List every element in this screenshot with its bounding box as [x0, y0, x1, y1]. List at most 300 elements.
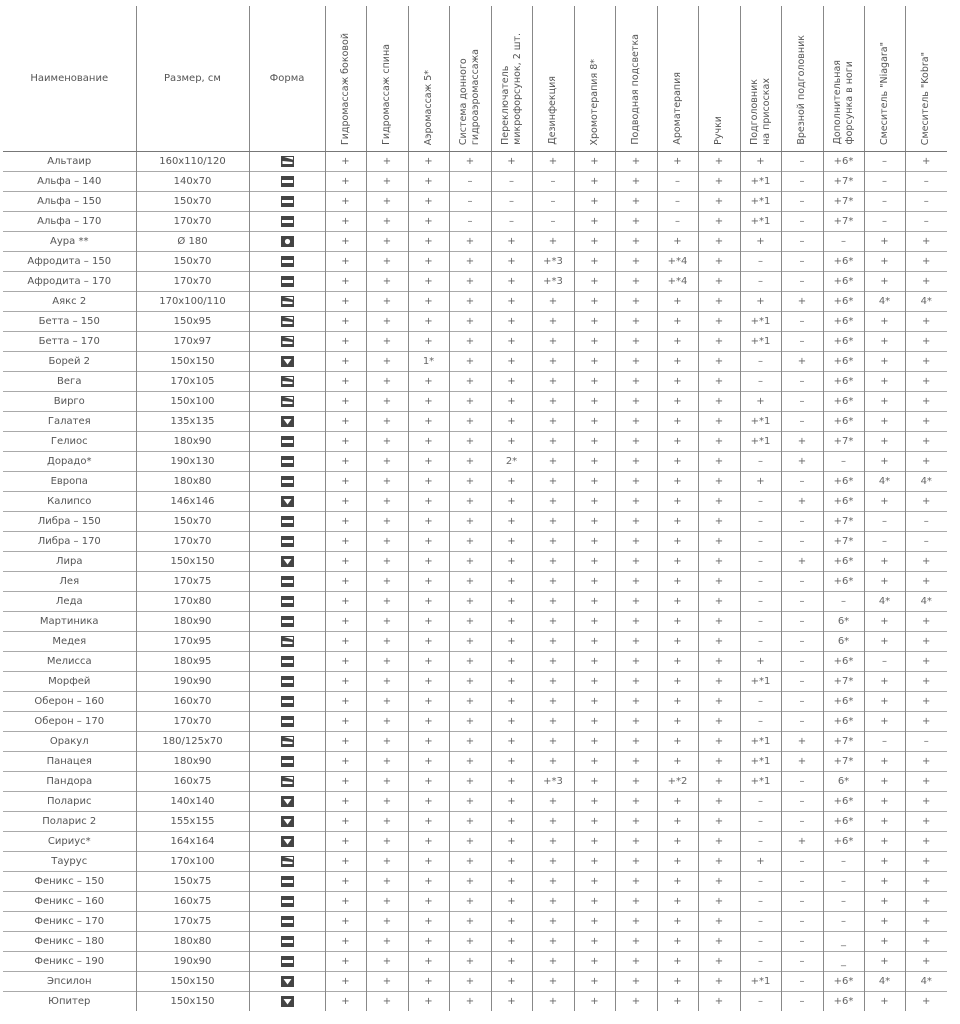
feature-value: +	[366, 352, 408, 372]
model-shape	[249, 672, 325, 692]
feature-value: –	[740, 712, 781, 732]
feature-value: +	[408, 452, 449, 472]
feature-value: +	[449, 992, 491, 1012]
model-shape	[249, 412, 325, 432]
model-name: Афродита – 150	[3, 252, 136, 272]
table-row	[3, 432, 947, 452]
feature-value: +	[574, 512, 615, 532]
feature-value: +	[366, 192, 408, 212]
feature-value: +	[905, 932, 947, 952]
feature-value: +	[698, 772, 740, 792]
model-size: 190x90	[136, 952, 249, 972]
header-name-label: Наименование	[30, 73, 109, 84]
table-row	[3, 652, 947, 672]
feature-value: +	[325, 392, 366, 412]
feature-value: –	[823, 592, 864, 612]
feature-value: +	[325, 692, 366, 712]
feature-value: +	[408, 492, 449, 512]
feature-value: +	[657, 352, 698, 372]
feature-value: +	[325, 192, 366, 212]
feature-value: +	[449, 392, 491, 412]
header-shape-label: Форма	[269, 73, 305, 84]
feature-value: +	[491, 872, 532, 892]
feature-value: –	[449, 172, 491, 192]
feature-value: +	[532, 632, 574, 652]
feature-value: +	[574, 472, 615, 492]
model-name: Галатея	[3, 412, 136, 432]
feature-value: +	[449, 972, 491, 992]
model-size: 180x90	[136, 612, 249, 632]
model-size: 170x75	[136, 912, 249, 932]
feature-value: +	[574, 752, 615, 772]
feature-value: +	[574, 712, 615, 732]
feature-value: +	[366, 572, 408, 592]
header-shape	[249, 6, 325, 152]
feature-value: +	[657, 572, 698, 592]
model-shape	[249, 192, 325, 212]
feature-value: +	[449, 612, 491, 632]
feature-value: –	[781, 532, 823, 552]
feature-value: –	[823, 232, 864, 252]
feature-value: +	[491, 832, 532, 852]
feature-value: +	[574, 372, 615, 392]
feature-value: +	[905, 492, 947, 512]
feature-value: +	[905, 992, 947, 1012]
header-feature-label: Подводная подсветка	[630, 34, 641, 145]
feature-value: –	[740, 812, 781, 832]
feature-value: +	[449, 752, 491, 772]
table-row	[3, 192, 947, 212]
header-feature-8	[657, 6, 698, 152]
table-row	[3, 492, 947, 512]
corner-shape-icon	[281, 416, 294, 427]
feature-value: +	[698, 912, 740, 932]
feature-value: +	[905, 652, 947, 672]
feature-value: +6*	[823, 392, 864, 412]
feature-value: –	[905, 172, 947, 192]
corner-shape-icon	[281, 996, 294, 1007]
model-name: Мелисса	[3, 652, 136, 672]
feature-value: +	[491, 852, 532, 872]
feature-value: +	[366, 692, 408, 712]
rectangular-shape-icon	[281, 256, 294, 267]
feature-value: 4*	[905, 472, 947, 492]
feature-value: +	[657, 652, 698, 672]
table-row	[3, 572, 947, 592]
feature-value: +	[740, 392, 781, 412]
feature-value: +	[864, 332, 905, 352]
feature-value: +	[574, 932, 615, 952]
feature-value: +	[491, 312, 532, 332]
feature-value: +	[366, 672, 408, 692]
feature-value: +	[325, 912, 366, 932]
feature-value: +	[449, 412, 491, 432]
feature-value: +	[574, 652, 615, 672]
feature-value: +	[574, 912, 615, 932]
model-name: Лея	[3, 572, 136, 592]
feature-value: +	[615, 332, 657, 352]
feature-value: +	[657, 752, 698, 772]
model-name: Альтаир	[47, 156, 92, 167]
feature-value: +	[657, 372, 698, 392]
feature-value: +	[864, 872, 905, 892]
feature-value: –	[781, 392, 823, 412]
feature-value: +	[325, 472, 366, 492]
corner-shape-icon	[281, 556, 294, 567]
rectangular-shape-icon	[281, 896, 294, 907]
feature-value: +	[905, 692, 947, 712]
feature-value: +	[657, 792, 698, 812]
table-row	[3, 632, 947, 652]
feature-value: +	[574, 152, 615, 172]
feature-value: +	[491, 472, 532, 492]
feature-value: +	[532, 972, 574, 992]
feature-value: +	[615, 392, 657, 412]
feature-value: +	[615, 292, 657, 312]
feature-value: +	[491, 512, 532, 532]
feature-value: +	[574, 532, 615, 552]
feature-value: +	[698, 532, 740, 552]
table-row	[3, 852, 947, 872]
model-size: 170x105	[136, 372, 249, 392]
feature-value: +	[615, 152, 657, 172]
feature-value: +	[325, 812, 366, 832]
feature-value: +	[864, 232, 905, 252]
feature-value: +6*	[823, 792, 864, 812]
feature-value: +	[657, 632, 698, 652]
feature-value: +	[615, 572, 657, 592]
table-row	[3, 312, 947, 332]
feature-value: +	[532, 152, 574, 172]
feature-value: +*3	[532, 772, 574, 792]
feature-value: +	[532, 432, 574, 452]
feature-value: +	[905, 672, 947, 692]
feature-value: +	[366, 592, 408, 612]
feature-value: +	[657, 852, 698, 872]
feature-value: +	[740, 852, 781, 872]
model-size: 164x164	[136, 832, 249, 852]
feature-value: +	[905, 892, 947, 912]
feature-value: +	[408, 472, 449, 492]
feature-value: –	[740, 872, 781, 892]
model-shape	[249, 152, 325, 172]
corner-shape-icon	[281, 836, 294, 847]
feature-value: +	[408, 692, 449, 712]
table-row	[3, 592, 947, 612]
rectangular-shape-icon	[281, 276, 294, 287]
feature-value: +	[449, 272, 491, 292]
feature-value: +	[740, 232, 781, 252]
feature-value: +	[615, 252, 657, 272]
model-shape	[249, 952, 325, 972]
model-shape	[249, 932, 325, 952]
table-row	[3, 992, 947, 1012]
model-size: 150x150	[136, 352, 249, 372]
feature-value: +*3	[532, 272, 574, 292]
feature-value: +	[615, 512, 657, 532]
model-shape	[249, 892, 325, 912]
feature-value: +	[449, 572, 491, 592]
feature-value: +	[905, 252, 947, 272]
model-shape	[249, 372, 325, 392]
feature-value: +	[698, 632, 740, 652]
feature-value: +	[408, 972, 449, 992]
feature-value: +	[408, 832, 449, 852]
feature-value: +	[366, 732, 408, 752]
feature-value: +	[408, 332, 449, 352]
model-name: Эпсилон	[3, 972, 136, 992]
feature-value: +	[781, 732, 823, 752]
header-feature-0	[325, 6, 366, 152]
feature-value: +	[408, 652, 449, 672]
feature-value: +	[325, 952, 366, 972]
feature-value: +	[325, 592, 366, 612]
feature-value: –	[740, 352, 781, 372]
feature-value: +	[449, 932, 491, 952]
feature-value: –	[740, 992, 781, 1012]
feature-value: +	[864, 952, 905, 972]
rectangular-shape-icon	[281, 216, 294, 227]
feature-value: +	[325, 672, 366, 692]
model-shape	[249, 552, 325, 572]
feature-value: –	[657, 212, 698, 232]
feature-value: –	[449, 192, 491, 212]
feature-value: +6*	[823, 832, 864, 852]
feature-value: +	[698, 992, 740, 1012]
feature-value: +	[615, 892, 657, 912]
feature-value: +	[532, 812, 574, 832]
feature-value: +	[657, 512, 698, 532]
feature-value: +	[615, 532, 657, 552]
feature-value: +	[366, 472, 408, 492]
feature-value: +	[657, 712, 698, 732]
feature-value: –	[740, 372, 781, 392]
feature-value: +6*	[823, 472, 864, 492]
model-shape	[249, 692, 325, 712]
feature-value: +	[657, 872, 698, 892]
feature-value: +	[574, 872, 615, 892]
feature-value: –	[781, 272, 823, 292]
feature-value: +	[491, 612, 532, 632]
model-name: Вега	[3, 372, 136, 392]
feature-value: +	[574, 312, 615, 332]
feature-value: +	[698, 212, 740, 232]
feature-value: +	[408, 672, 449, 692]
feature-value: +	[449, 312, 491, 332]
feature-value: +6*	[823, 972, 864, 992]
feature-value: +	[449, 452, 491, 472]
feature-value: +*1	[740, 212, 781, 232]
feature-value: +	[408, 412, 449, 432]
feature-value: +	[657, 672, 698, 692]
feature-value: +*4	[657, 272, 698, 292]
feature-value: +	[864, 752, 905, 772]
feature-value: +	[325, 492, 366, 512]
feature-value: +	[657, 812, 698, 832]
table-row	[3, 692, 947, 712]
feature-value: –	[781, 972, 823, 992]
model-name: Таурус	[3, 852, 136, 872]
feature-value: +*1	[740, 752, 781, 772]
feature-value: 6*	[823, 772, 864, 792]
feature-value: +	[657, 832, 698, 852]
model-size: 170x70	[136, 272, 249, 292]
feature-value: –	[781, 152, 823, 172]
feature-value: +	[698, 352, 740, 372]
feature-value: +*1	[740, 732, 781, 752]
feature-value: +	[905, 412, 947, 432]
feature-value: +	[532, 232, 574, 252]
feature-value: +	[366, 752, 408, 772]
feature-value: +6*	[823, 652, 864, 672]
feature-value: +	[491, 912, 532, 932]
feature-value: +	[574, 612, 615, 632]
feature-value: –	[740, 612, 781, 632]
feature-value: +	[491, 532, 532, 552]
feature-value: +	[449, 652, 491, 672]
feature-value: +	[698, 332, 740, 352]
feature-value: –	[905, 512, 947, 532]
feature-value: –	[781, 372, 823, 392]
table-row	[3, 172, 947, 192]
feature-value: +	[698, 872, 740, 892]
feature-value: –	[864, 732, 905, 752]
feature-value: +	[449, 472, 491, 492]
header-feature-4	[491, 6, 532, 152]
table-row	[3, 792, 947, 812]
model-size: 180x95	[136, 652, 249, 672]
table-row	[3, 812, 947, 832]
feature-value: +	[325, 312, 366, 332]
rectangular-shape-icon	[281, 916, 294, 927]
feature-value: +	[657, 152, 698, 172]
feature-value: +	[615, 692, 657, 712]
feature-value: +	[532, 532, 574, 552]
feature-value: +7*	[823, 212, 864, 232]
feature-value: –	[781, 892, 823, 912]
feature-value: +	[491, 652, 532, 672]
feature-value: +	[449, 832, 491, 852]
asymmetric-shape-icon	[281, 736, 294, 747]
header-feature-10	[740, 6, 781, 152]
feature-value: +	[615, 652, 657, 672]
feature-value: +	[532, 792, 574, 812]
feature-value: +	[408, 852, 449, 872]
feature-value: +	[905, 812, 947, 832]
feature-value: +	[325, 612, 366, 632]
feature-value: +	[905, 752, 947, 772]
feature-value: +7*	[823, 752, 864, 772]
feature-value: +	[408, 572, 449, 592]
model-size: Ø 180	[136, 232, 249, 252]
feature-value: +	[325, 172, 366, 192]
feature-value: –	[781, 852, 823, 872]
feature-value: –	[781, 652, 823, 672]
feature-value: –	[740, 592, 781, 612]
feature-value: +	[574, 292, 615, 312]
model-name: Феникс – 180	[3, 932, 136, 952]
header-size-label: Размер, см	[164, 73, 221, 84]
table-row	[3, 392, 947, 412]
feature-value: +	[657, 232, 698, 252]
model-shape	[249, 972, 325, 992]
feature-value: +	[657, 492, 698, 512]
feature-value: +	[532, 352, 574, 372]
feature-value: +	[740, 152, 781, 172]
feature-value: +7*	[823, 672, 864, 692]
feature-value: +	[864, 392, 905, 412]
feature-value: +	[491, 792, 532, 812]
model-shape	[249, 312, 325, 332]
feature-value: +	[491, 772, 532, 792]
feature-value: +	[449, 772, 491, 792]
feature-value: –	[781, 792, 823, 812]
feature-value: –	[823, 852, 864, 872]
feature-value: +	[574, 892, 615, 912]
feature-value: +	[366, 552, 408, 572]
feature-value: +	[491, 432, 532, 452]
feature-value: +	[408, 732, 449, 752]
feature-value: +	[698, 812, 740, 832]
feature-value: +	[325, 532, 366, 552]
feature-value: +	[657, 992, 698, 1012]
feature-value: +	[698, 552, 740, 572]
feature-value: –	[740, 692, 781, 712]
feature-value: –	[781, 252, 823, 272]
feature-value: +	[532, 652, 574, 672]
feature-value: +	[864, 792, 905, 812]
model-name: Медея	[3, 632, 136, 652]
feature-value: +	[781, 752, 823, 772]
feature-value: +	[698, 492, 740, 512]
feature-value: –	[740, 452, 781, 472]
feature-value: +	[615, 452, 657, 472]
feature-value: 4*	[864, 972, 905, 992]
feature-value: +	[325, 712, 366, 732]
rectangular-shape-icon	[281, 756, 294, 767]
feature-value: +	[532, 932, 574, 952]
model-shape	[249, 512, 325, 532]
model-shape	[249, 852, 325, 872]
model-shape	[249, 212, 325, 232]
table-row	[3, 292, 947, 312]
asymmetric-shape-icon	[281, 296, 294, 307]
feature-value: –	[823, 912, 864, 932]
feature-value: +	[574, 452, 615, 472]
feature-value: +	[781, 832, 823, 852]
feature-value: +	[325, 412, 366, 432]
feature-value: +	[449, 792, 491, 812]
feature-value: +	[698, 612, 740, 632]
model-name: Либра – 170	[3, 532, 136, 552]
feature-value: +*3	[532, 252, 574, 272]
feature-value: +	[615, 172, 657, 192]
feature-value: +	[449, 232, 491, 252]
feature-value: +	[698, 712, 740, 732]
table-row	[3, 952, 947, 972]
feature-value: +	[325, 972, 366, 992]
feature-value: +	[532, 392, 574, 412]
feature-value: +	[532, 592, 574, 612]
feature-value: +	[408, 812, 449, 832]
feature-value: +6*	[823, 992, 864, 1012]
feature-value: –	[905, 532, 947, 552]
feature-value: +	[864, 912, 905, 932]
feature-value: 2*	[491, 452, 532, 472]
feature-value: +	[864, 252, 905, 272]
feature-value: +*1	[740, 772, 781, 792]
feature-value: +	[574, 812, 615, 832]
